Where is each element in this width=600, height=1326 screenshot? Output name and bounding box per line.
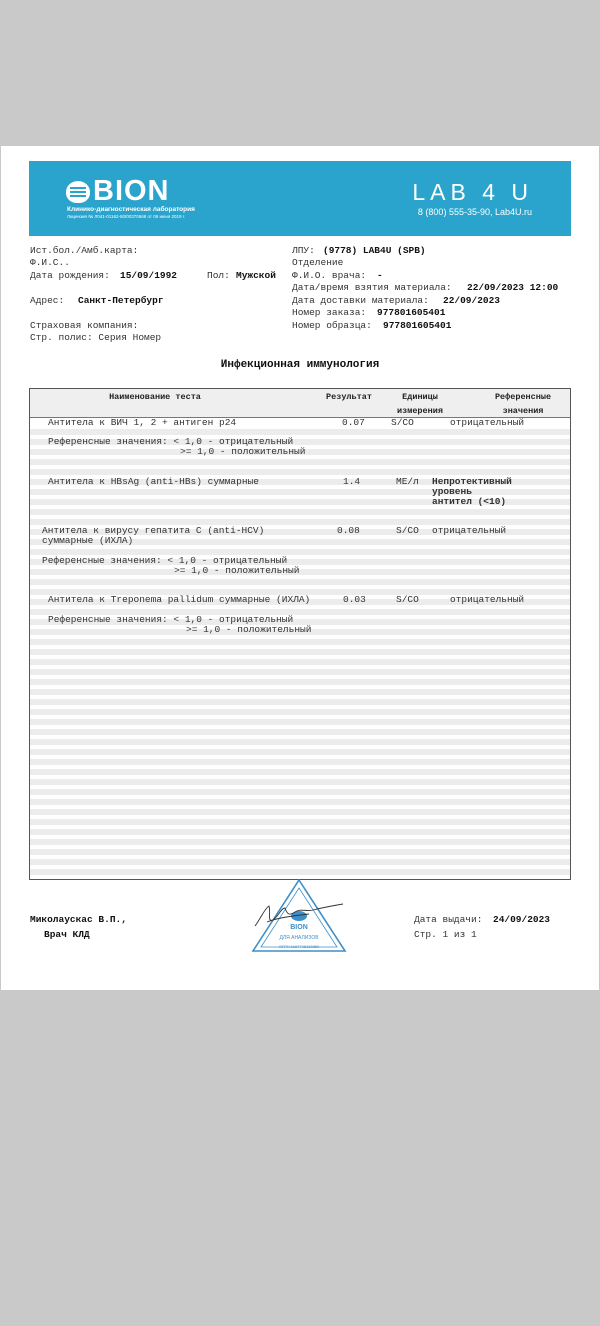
test-result: 0.07 [342, 417, 365, 428]
table-stripe [30, 579, 570, 585]
table-stripe [30, 779, 570, 785]
stamp-seal [251, 878, 347, 954]
table-stripe [30, 769, 570, 775]
col-units-line1: Единицы [402, 392, 438, 402]
doctor-value: - [377, 270, 383, 281]
col-units-line2: измерения [397, 406, 443, 416]
table-stripe [30, 689, 570, 695]
table-stripe [30, 669, 570, 675]
sample-date-label: Дата/время взятия материала: [292, 282, 452, 293]
test-reference: Непротективный [432, 476, 512, 487]
table-stripe [30, 739, 570, 745]
brand-name: BION [93, 175, 170, 207]
table-stripe [30, 829, 570, 835]
table-stripe [30, 839, 570, 845]
col-ref-line2: значения [502, 406, 544, 416]
table-stripe [30, 649, 570, 655]
card-label: Ист.бол./Амб.карта: [30, 245, 139, 256]
stamp-ogrn: ОГРН 1167746112850 [278, 944, 320, 949]
doctor-title: Врач КЛД [44, 929, 90, 940]
sex-label: Пол: [207, 270, 230, 281]
order-number-value: 977801605401 [377, 307, 446, 318]
address-label: Адрес: [30, 295, 65, 306]
address-value: Санкт-Петербург [78, 295, 164, 306]
report-page [1, 146, 599, 990]
sample-number-value: 977801605401 [383, 320, 452, 331]
signature [255, 904, 343, 926]
reference-note: >= 1,0 - положительный [174, 565, 300, 576]
table-stripe [30, 709, 570, 715]
reference-note: >= 1,0 - положительный [180, 446, 306, 457]
table-stripe [30, 509, 570, 515]
results-table [29, 388, 571, 880]
order-number-label: Номер заказа: [292, 307, 367, 318]
issue-date-value: 24/09/2023 [493, 914, 551, 925]
test-units: S/CO [396, 525, 419, 536]
table-stripe [30, 719, 570, 725]
test-units: S/CO [391, 417, 414, 428]
section-title: Инфекционная иммунология [220, 359, 380, 371]
table-stripe [30, 809, 570, 815]
brand-subtitle: Клинико-диагностическая лаборатория [67, 206, 195, 213]
table-header [30, 389, 570, 418]
delivery-date-label: Дата доставки материала: [292, 295, 429, 306]
table-stripe [30, 699, 570, 705]
table-stripe [30, 849, 570, 855]
dob-value: 15/09/1992 [120, 270, 178, 281]
col-result: Результат [326, 392, 372, 402]
reference-note: Референсные значения: < 1,0 - отрицательный [42, 555, 288, 566]
test-reference: антител (<10) [432, 496, 507, 507]
stamp-text: ДЛЯ АНАЛИЗОВ [279, 935, 319, 941]
doctor-label: Ф.И.О. врача: [292, 270, 367, 281]
table-stripe [30, 789, 570, 795]
bion-logo-icon [66, 181, 90, 203]
doctor-name: Миколаускас В.П., [30, 914, 127, 925]
header-banner [29, 161, 571, 236]
sample-number-label: Номер образца: [292, 320, 372, 331]
test-reference: отрицательный [450, 594, 525, 605]
test-result: 1.4 [343, 476, 361, 487]
test-name: Антитела к вирусу гепатита С (anti-HCV) [42, 525, 265, 536]
test-name: Антитела к HBsAg (anti-HBs) суммарные [48, 476, 259, 487]
table-stripe [30, 639, 570, 645]
dob-label: Дата рождения: [30, 270, 110, 281]
test-result: 0.03 [343, 594, 366, 605]
col-ref-line1: Референсные [494, 392, 552, 402]
page-info: Стр. 1 из 1 [414, 929, 477, 940]
table-stripe [30, 729, 570, 735]
test-result: 0.08 [337, 525, 360, 536]
delivery-date-value: 22/09/2023 [443, 295, 501, 306]
sample-date-value: 22/09/2023 12:00 [467, 282, 559, 293]
table-stripe [30, 429, 570, 435]
stamp-brand: BION [290, 924, 308, 931]
table-stripe [30, 859, 570, 865]
test-name: Антитела к ВИЧ 1, 2 + антиген p24 [48, 417, 237, 428]
lab-contacts: 8 (800) 555-35-90, Lab4U.ru [417, 207, 532, 217]
table-stripe [30, 679, 570, 685]
table-stripe [30, 659, 570, 665]
table-stripe [30, 569, 570, 575]
table-stripe [30, 819, 570, 825]
reference-note: Референсные значения: < 1,0 - отрицательный [48, 436, 294, 447]
insurance-label: Страховая компания: [30, 320, 139, 331]
table-stripe [30, 759, 570, 765]
policy-label: Стр. полис: Серия Номер [30, 332, 162, 343]
table-stripe [30, 459, 570, 465]
department-label: Отделение [292, 257, 344, 268]
table-stripe [30, 799, 570, 805]
test-reference: уровень [432, 486, 472, 497]
name-label: Ф.И.С.. [30, 257, 70, 268]
lpu-label: ЛПУ: [292, 245, 315, 256]
table-stripe [30, 869, 570, 875]
col-test-name: Наименование теста [109, 392, 201, 402]
test-reference: отрицательный [450, 417, 525, 428]
sex-value: Мужской [236, 270, 276, 281]
test-name: Антитела к Treponema pallidum суммарные (ИХЛА) [48, 594, 311, 605]
test-name: суммарные (ИХЛА) [42, 535, 134, 546]
table-stripe [30, 749, 570, 755]
brand-license: Лицензия № Л041-01162-50/00370568 от 06 июня 2019 г. [67, 214, 186, 219]
test-units: S/CO [396, 594, 419, 605]
table-stripe [30, 469, 570, 475]
reference-note: Референсные значения: < 1,0 - отрицательный [48, 614, 294, 625]
reference-note: >= 1,0 - положительный [186, 624, 312, 635]
table-stripe [30, 486, 570, 497]
lpu-value: (9778) LAB4U (SPB) [323, 245, 426, 256]
test-reference: отрицательный [432, 525, 507, 536]
issue-date-label: Дата выдачи: [414, 914, 483, 925]
test-units: МЕ/л [396, 476, 419, 487]
lab-name: LAB 4 U [412, 179, 533, 205]
